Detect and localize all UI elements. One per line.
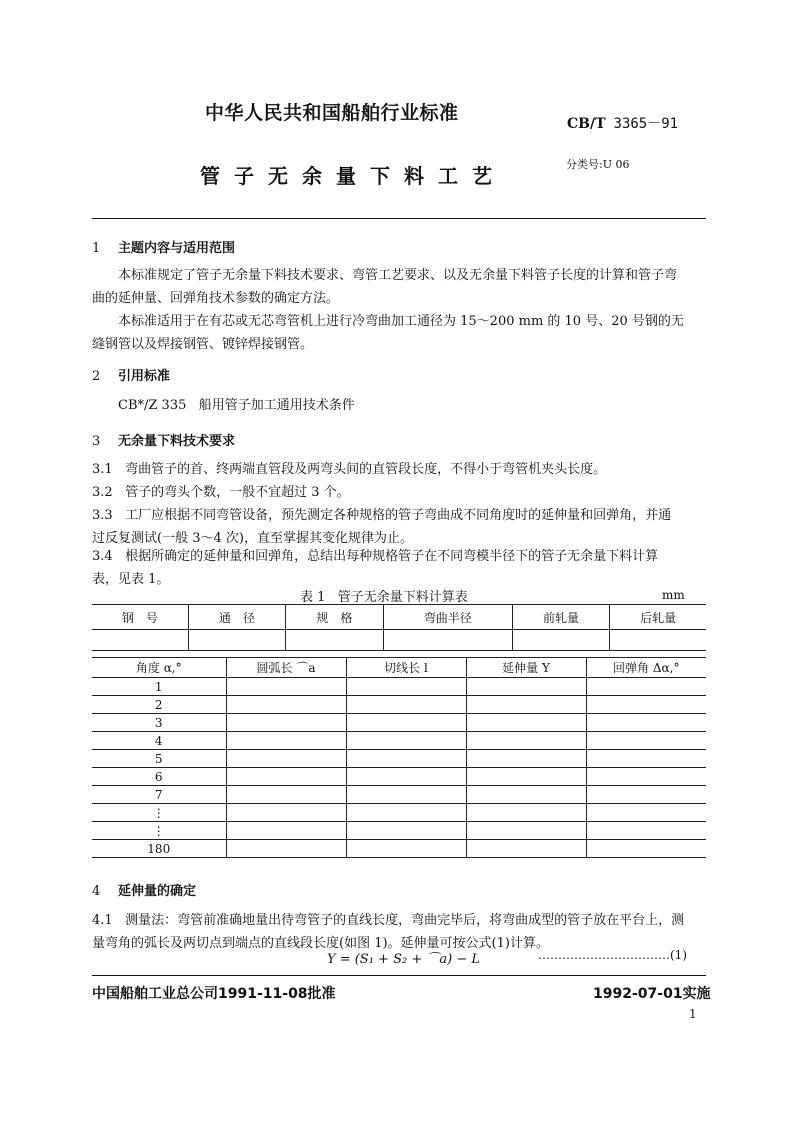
section-number: 3 — [92, 434, 101, 449]
table-cell — [226, 768, 346, 786]
section-number: 2 — [92, 369, 101, 384]
standard-code: 3365－91 — [613, 116, 679, 132]
text-line: 量弯角的弧长及两切点到端点的直线段长度(如图 1)。延伸量可按公式(1)计算。 — [92, 936, 549, 951]
section-title: 引用标准 — [118, 369, 171, 384]
angle-cell: 1 — [92, 678, 226, 696]
angle-cell: 4 — [92, 732, 226, 750]
header-angle: 角度 α,° — [92, 658, 226, 678]
header-rear-clamp: 后轧量 — [610, 605, 706, 630]
text-line: 过反复测试(一般 3～4 次)，直至掌握其变化规律为止。 — [92, 531, 413, 546]
text-line: 缝钢管以及焊接钢管、镀锌焊接钢管。 — [92, 337, 314, 352]
table-cell — [346, 696, 466, 714]
table-cell — [346, 822, 466, 840]
table-cell — [466, 768, 586, 786]
table-cell — [346, 732, 466, 750]
section-1-paragraph-1 — [92, 264, 706, 310]
section-1-paragraph-2 — [92, 310, 706, 356]
table-cell — [346, 840, 466, 858]
angle-cell: 3 — [92, 714, 226, 732]
table-cell — [226, 804, 346, 822]
table-cell — [466, 822, 586, 840]
clause-3-2: 3.2 管子的弯头个数，一般不宜超过 3 个。 — [92, 485, 350, 500]
angle-cell: 6 — [92, 768, 226, 786]
table-cell — [226, 678, 346, 696]
header-tangent-length: 切线长 l — [346, 658, 466, 678]
page-number: 1 — [689, 1007, 697, 1021]
clause-3-4 — [92, 545, 706, 591]
table-row — [92, 804, 706, 822]
table-cell — [586, 822, 706, 840]
table-cell — [466, 840, 586, 858]
text-line: 3.4 根据所确定的延伸量和回弹角，总结出每种规格管子在不同弯模半径下的管子无余量下料计算 — [92, 549, 659, 564]
elongation-formula: Y = (S₁ + S₂ + ⌒a) − L — [327, 952, 480, 967]
angle-cell: 2 — [92, 696, 226, 714]
table-row — [92, 732, 706, 750]
header-divider — [92, 218, 706, 219]
clause-3-1: 3.1 弯曲管子的首、终两端直管段及两弯头间的直管段长度，不得小于弯管机夹头长度。 — [92, 462, 607, 477]
table-cell — [466, 678, 586, 696]
text-line: 本标准适用于在有芯或无芯弯管机上进行冷弯曲加工通径为 15～200 mm 的 10 号、20 号钢的无 — [118, 314, 684, 329]
table-cell — [346, 678, 466, 696]
table-row — [92, 768, 706, 786]
table-row — [92, 630, 706, 651]
table-cell — [286, 630, 384, 651]
table-cell — [586, 750, 706, 768]
header-steel-grade: 钢 号 — [92, 605, 188, 630]
table-cell — [466, 750, 586, 768]
header-specification: 规 格 — [286, 605, 384, 630]
section-title: 主题内容与适用范围 — [118, 241, 236, 256]
table-cell — [610, 630, 706, 651]
table-cell — [346, 714, 466, 732]
text-line: 曲的延伸量、回弹角技术参数的确定方法。 — [92, 291, 340, 306]
table-row — [92, 786, 706, 804]
table-cell — [586, 804, 706, 822]
table-cell — [466, 732, 586, 750]
header-bend-radius: 弯曲半径 — [383, 605, 512, 630]
calculation-table — [92, 657, 706, 858]
angle-cell: ⋮ — [92, 822, 226, 840]
section-4-heading — [92, 880, 196, 899]
table-cell — [92, 630, 188, 651]
table-cell — [346, 786, 466, 804]
table-row — [92, 822, 706, 840]
document-title: 管子无余量下料工艺 — [200, 164, 506, 188]
table-row — [92, 750, 706, 768]
table-cell — [226, 732, 346, 750]
table-cell — [466, 786, 586, 804]
section-2-heading — [92, 365, 170, 384]
section-title: 延伸量的确定 — [118, 884, 197, 899]
angle-cell: 7 — [92, 786, 226, 804]
section-title: 无余量下料技术要求 — [118, 434, 236, 449]
text-line: 本标准规定了管子无余量下料技术要求、弯管工艺要求、以及无余量下料管子长度的计算和管子弯 — [118, 268, 678, 283]
table-cell — [226, 750, 346, 768]
approval-line: 中国船舶工业总公司1991-11-08批准 — [92, 986, 336, 1002]
table-cell — [346, 768, 466, 786]
clause-3-3 — [92, 504, 706, 550]
standard-prefix: CB/T — [567, 116, 606, 132]
table-cell — [346, 804, 466, 822]
angle-cell: 5 — [92, 750, 226, 768]
table-cell — [226, 840, 346, 858]
table-caption: 表 1 管子无余量下料计算表 — [300, 590, 468, 605]
table-cell — [226, 696, 346, 714]
standard-number — [567, 113, 678, 133]
table-cell — [586, 732, 706, 750]
table-cell — [586, 786, 706, 804]
text-line: 3.3 工厂应根据不同弯管设备，预先测定各种规格的管子弯曲成不同角度时的延伸量和回弹角，并通 — [92, 508, 672, 523]
table-cell — [383, 630, 512, 651]
angle-cell: ⋮ — [92, 804, 226, 822]
table-row — [92, 714, 706, 732]
table-header-row — [92, 658, 706, 678]
header-front-clamp: 前轧量 — [512, 605, 610, 630]
section-1-heading — [92, 237, 235, 256]
issuing-organization: 中华人民共和国船舶行业标准 — [205, 102, 459, 124]
table-cell — [466, 696, 586, 714]
text-line: 4.1 测量法：弯管前准确地量出待弯管子的直线长度，弯曲完毕后，将弯曲成型的管子放在平台上，测 — [92, 913, 685, 928]
table-row — [92, 696, 706, 714]
formula-number: ……………………………(1) — [538, 948, 687, 962]
text-line: 表，见表 1。 — [92, 572, 170, 587]
table-header-row — [92, 605, 706, 630]
table-cell — [188, 630, 286, 651]
table-cell — [586, 840, 706, 858]
table-cell — [586, 714, 706, 732]
table-cell — [512, 630, 610, 651]
table-cell — [586, 678, 706, 696]
table-cell — [346, 750, 466, 768]
header-springback-angle: 回弹角 Δα,° — [586, 658, 706, 678]
table-cell — [226, 822, 346, 840]
angle-cell: 180 — [92, 840, 226, 858]
header-arc-length: 圆弧长 ⌒a — [226, 658, 346, 678]
header-elongation: 延伸量 Y — [466, 658, 586, 678]
table-cell — [226, 786, 346, 804]
table-cell — [466, 714, 586, 732]
table-row — [92, 840, 706, 858]
footer-divider — [92, 975, 706, 976]
table-cell — [466, 804, 586, 822]
section-3-heading — [92, 430, 235, 449]
classification-code: 分类号:U 06 — [566, 158, 630, 171]
table-row — [92, 678, 706, 696]
table-unit: mm — [662, 588, 685, 602]
header-nominal-diameter: 通 径 — [188, 605, 286, 630]
section-number: 4 — [92, 884, 101, 899]
pipe-spec-table — [92, 604, 706, 651]
table-cell — [586, 768, 706, 786]
table-cell — [586, 696, 706, 714]
section-number: 1 — [92, 241, 101, 256]
referenced-standard: CB*/Z 335 船用管子加工通用技术条件 — [118, 398, 355, 413]
table-cell — [226, 714, 346, 732]
effective-date: 1992-07-01实施 — [593, 986, 711, 1002]
